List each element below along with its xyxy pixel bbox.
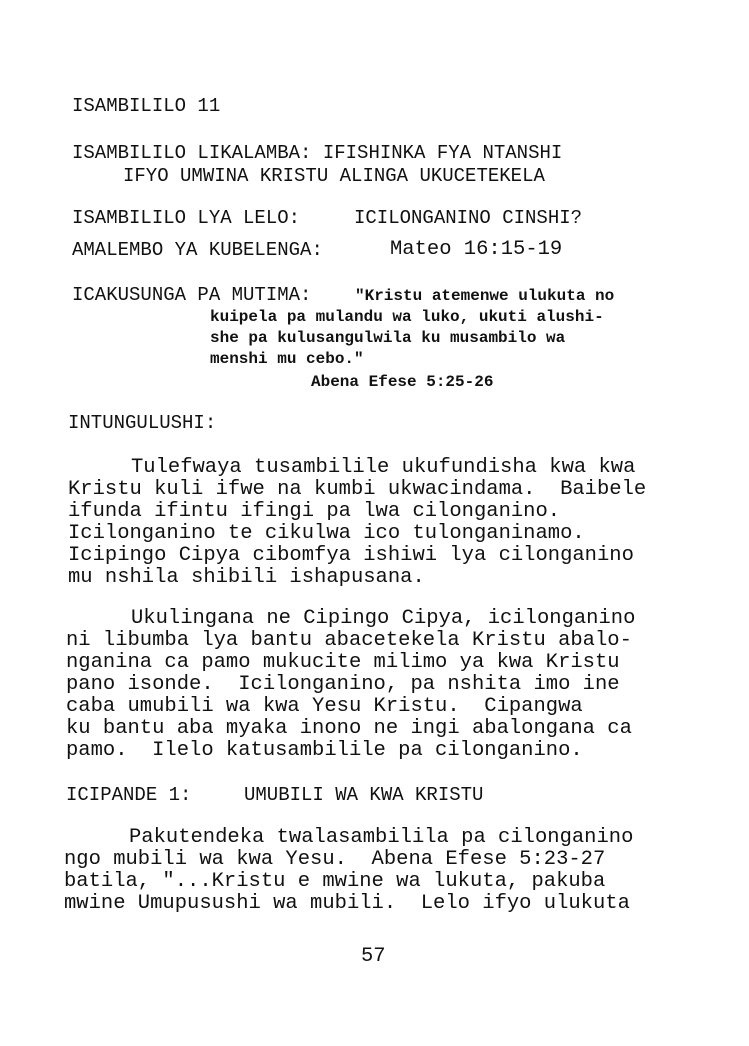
memory-verse-line-4: menshi mu cebo." [210, 350, 364, 368]
section-1-label: ICIPANDE 1: [66, 784, 192, 806]
memory-verse-line-1: "Kristu atemenwe ulukuta no [355, 287, 615, 305]
paragraph-1-line: ifunda ifintu ifingi pa lwa cilonganino. [68, 500, 561, 523]
section-1-title: UMUBILI WA KWA KRISTU [244, 784, 484, 806]
main-title-line-1: ISAMBILILO LIKALAMBA: IFISHINKA FYA NTANSHI [72, 142, 563, 164]
page-number: 57 [361, 945, 386, 968]
paragraph-3-line: batila, "...Kristu e mwine wa lukuta, pakuba [64, 870, 606, 893]
paragraph-2-line: caba umubili wa kwa Yesu Kristu. Cipangwa [66, 695, 583, 718]
paragraph-1-line: Kristu kuli ifwe na kumbi ukwacindama. Baibele [68, 478, 647, 501]
memory-verse-line-3: she pa kulusangulwila ku musambilo wa [210, 329, 566, 347]
paragraph-3-line: Pakutendeka twalasambilila pa cilonganino [129, 826, 634, 849]
paragraph-1-line: Tulefwaya tusambilile ukufundisha kwa kwa [131, 456, 636, 479]
memory-verse-line-2: kuipela pa mulandu wa luko, ukuti alushi- [210, 308, 604, 326]
today-lesson-value: ICILONGANINO CINSHI? [354, 207, 583, 229]
today-lesson-label: ISAMBILILO LYA LELO: [72, 207, 301, 229]
paragraph-2-line: pamo. Ilelo katusambilile pa cilonganino. [66, 739, 583, 762]
paragraph-2-line: Ukulingana ne Cipingo Cipya, icilonganino [131, 607, 636, 630]
memory-verse-reference: Abena Efese 5:25-26 [311, 373, 494, 391]
paragraph-1-line: Icilonganino te cikulwa ico tulonganinamo. [68, 522, 585, 545]
lesson-number: ISAMBILILO 11 [72, 95, 221, 117]
intro-heading: INTUNGULUSHI: [68, 412, 217, 434]
reading-value: Mateo 16:15-19 [390, 238, 563, 261]
memory-verse-label: ICAKUSUNGA PA MUTIMA: [72, 284, 312, 306]
paragraph-2-line: pano isonde. Icilonganino, pa nshita imo ine [66, 673, 620, 696]
paragraph-3-line: mwine Umupusushi wa mubili. Lelo ifyo ulukuta [64, 892, 630, 915]
main-title-line-2: IFYO UMWINA KRISTU ALINGA UKUCETEKELA [123, 165, 545, 187]
paragraph-3-line: ngo mubili wa kwa Yesu. Abena Efese 5:23-27 [64, 848, 606, 871]
paragraph-2-line: ni libumba lya bantu abacetekela Kristu abalo- [66, 629, 632, 652]
paragraph-2-line: ku bantu aba myaka inono ne ingi abalongana ca [66, 717, 632, 740]
paragraph-2-line: nganina ca pamo mukucite milimo ya kwa Kristu [66, 651, 620, 674]
paragraph-1-line: Icipingo Cipya cibomfya ishiwi lya cilonganino [68, 544, 634, 567]
reading-label: AMALEMBO YA KUBELENGA: [72, 239, 323, 261]
paragraph-1-line: mu nshila shibili ishapusana. [68, 566, 425, 589]
